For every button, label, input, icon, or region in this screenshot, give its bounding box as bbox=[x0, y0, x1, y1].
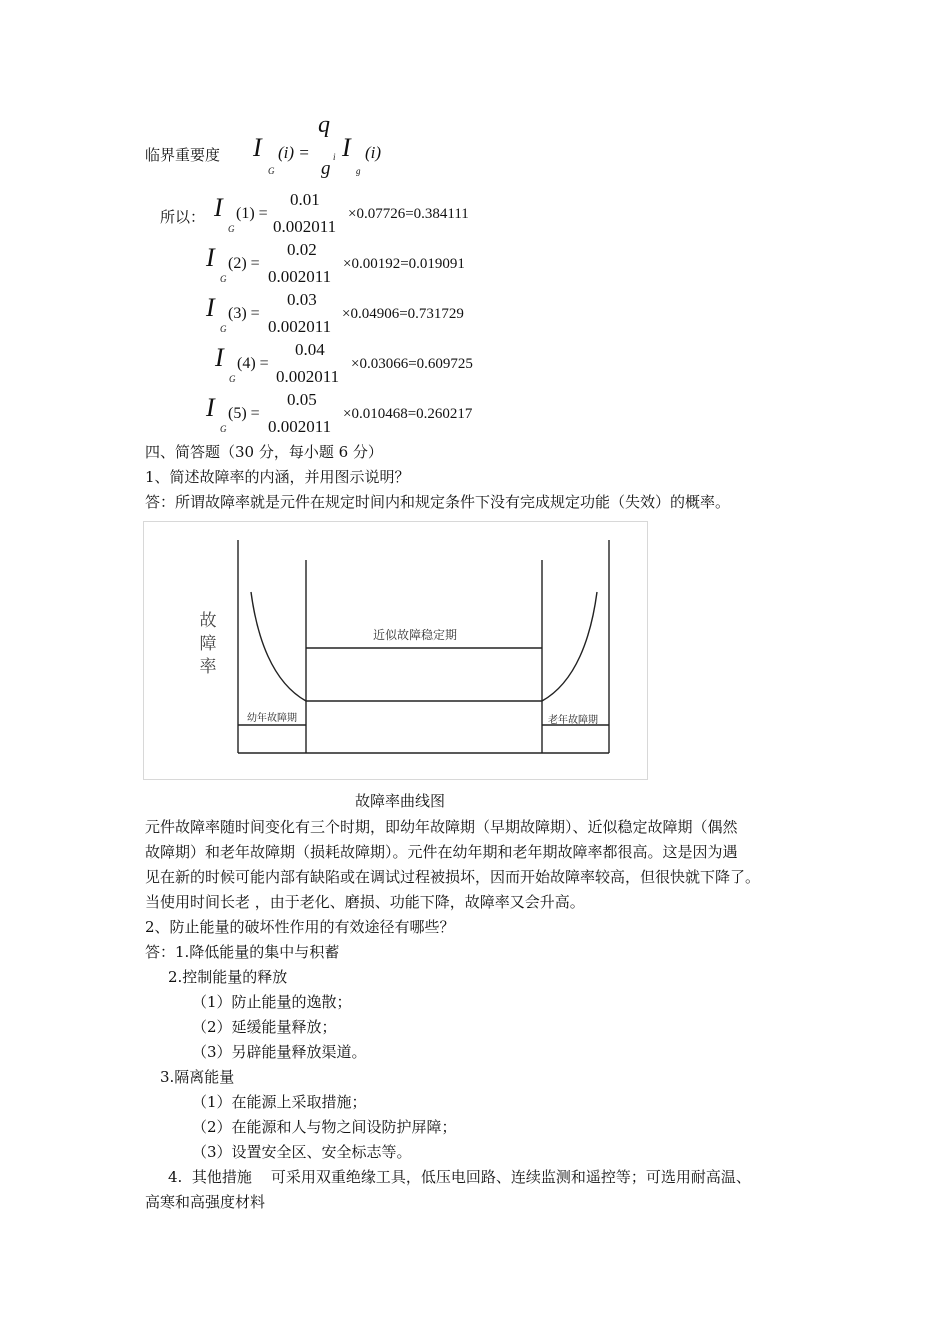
answer-line: （1）在能源上采取措施； bbox=[192, 1093, 367, 1111]
wearout-failure-curve bbox=[542, 592, 597, 701]
question-2: 2、防止能量的破坏性作用的有效途径有哪些？ bbox=[145, 918, 455, 936]
question-1: 1、简述故障率的内涵，并用图示说明？ bbox=[145, 468, 410, 486]
stable-period-label: 近似故障稳定期 bbox=[372, 628, 458, 642]
calc-result: ×0.03066=0.609725 bbox=[351, 356, 473, 372]
answer-line: （1）防止能量的逸散； bbox=[192, 993, 352, 1011]
calc-result: ×0.07726=0.384111 bbox=[348, 206, 469, 222]
calc-sub-G: G bbox=[220, 274, 227, 284]
answer-line: 高寒和高强度材料 bbox=[145, 1193, 266, 1211]
infant-failure-curve bbox=[251, 592, 306, 701]
formula-sub-i: i bbox=[333, 152, 336, 162]
explanation-line: 元件故障率随时间变化有三个时期，即幼年故障期（早期故障期）、近似稳定故障期（偶然 bbox=[145, 818, 738, 836]
answer-line: （2）在能源和人与物之间设防护屏障； bbox=[192, 1118, 457, 1136]
calc-sub-G: G bbox=[220, 424, 227, 434]
calc-arg: (5) = bbox=[228, 405, 260, 422]
old-period-label: 老年故障期 bbox=[548, 715, 598, 726]
calc-sub-G: G bbox=[229, 374, 236, 384]
formula-lhs-arg: (i) = bbox=[278, 143, 310, 162]
answer-line: 4. 其他措施 可采用双重绝缘工具，低压电回路、连续监测和遥控等；可选用耐高温、 bbox=[168, 1168, 751, 1186]
ylabel-char: 故 bbox=[199, 611, 217, 631]
calc-numerator: 0.01 bbox=[290, 190, 320, 209]
calc-arg: (4) = bbox=[237, 355, 269, 372]
explanation-line: 故障期）和老年故障期（损耗故障期）。元件在幼年期和老年期故障率都很高。这是因为遇 bbox=[145, 843, 738, 861]
calc-I: I bbox=[206, 293, 215, 322]
calc-denominator: 0.002011 bbox=[268, 417, 332, 436]
infant-period-label: 幼年故障期 bbox=[247, 713, 297, 724]
section-title: 四、简答题（30 分，每小题 6 分） bbox=[145, 443, 383, 461]
answer-line: 答：1.降低能量的集中与积蓄 bbox=[145, 943, 340, 961]
calc-result: ×0.00192=0.019091 bbox=[343, 256, 465, 272]
calc-arg: (1) = bbox=[236, 205, 268, 222]
explanation-line: 当使用时间长老 ，由于老化、磨损、功能下降，故障率又会升高。 bbox=[145, 893, 585, 911]
formula-label: 临界重要度 bbox=[145, 146, 221, 164]
calc-numerator: 0.05 bbox=[287, 390, 317, 409]
calc-I: I bbox=[215, 343, 224, 372]
calc-arg: (2) = bbox=[228, 255, 260, 272]
calc-denominator: 0.002011 bbox=[273, 217, 337, 236]
answer-line: 2.控制能量的释放 bbox=[168, 968, 288, 986]
calc-result: ×0.010468=0.260217 bbox=[343, 406, 473, 422]
ylabel-char: 障 bbox=[199, 634, 217, 654]
answer-line: （2）延缓能量释放； bbox=[192, 1018, 337, 1036]
calc-denominator: 0.002011 bbox=[268, 317, 332, 336]
answer-line: （3）另辟能量释放渠道。 bbox=[192, 1043, 367, 1061]
calc-numerator: 0.04 bbox=[295, 340, 325, 359]
bathtub-curve-diagram bbox=[144, 522, 649, 781]
calc-arg: (3) = bbox=[228, 305, 260, 322]
calc-denominator: 0.002011 bbox=[268, 267, 332, 286]
ylabel-char: 率 bbox=[199, 657, 217, 677]
formula-sub-g: g bbox=[356, 166, 361, 176]
calc-I: I bbox=[206, 393, 215, 422]
calc-sub-G: G bbox=[220, 324, 227, 334]
answer-1: 答：所谓故障率就是元件在规定时间内和规定条件下没有完成规定功能（失效）的概率。 bbox=[145, 493, 731, 511]
calc-numerator: 0.03 bbox=[287, 290, 317, 309]
calc-I: I bbox=[206, 243, 215, 272]
calc-denominator: 0.002011 bbox=[276, 367, 340, 386]
formula-g: g bbox=[321, 158, 331, 179]
formula-rhs-arg: (i) bbox=[365, 143, 382, 162]
calc-sub-G: G bbox=[228, 224, 235, 234]
answer-line: （3）设置安全区、安全标志等。 bbox=[192, 1143, 412, 1161]
failure-rate-figure bbox=[143, 521, 648, 780]
calc-result: ×0.04906=0.731729 bbox=[342, 306, 464, 322]
calc-I: I bbox=[214, 193, 223, 222]
formula-I-G: I bbox=[253, 133, 262, 162]
answer-line: 3.隔离能量 bbox=[160, 1068, 235, 1086]
calc-numerator: 0.02 bbox=[287, 240, 317, 259]
formula-I-g: I bbox=[342, 133, 351, 162]
formula-sub-G: G bbox=[268, 166, 275, 176]
explanation-line: 见在新的时候可能内部有缺陷或在调试过程被损坏，因而开始故障率较高，但很快就下降了。 bbox=[145, 868, 761, 886]
formula-q: q bbox=[318, 112, 330, 138]
figure-caption: 故障率曲线图 bbox=[355, 792, 446, 810]
so-label: 所以： bbox=[160, 208, 206, 226]
